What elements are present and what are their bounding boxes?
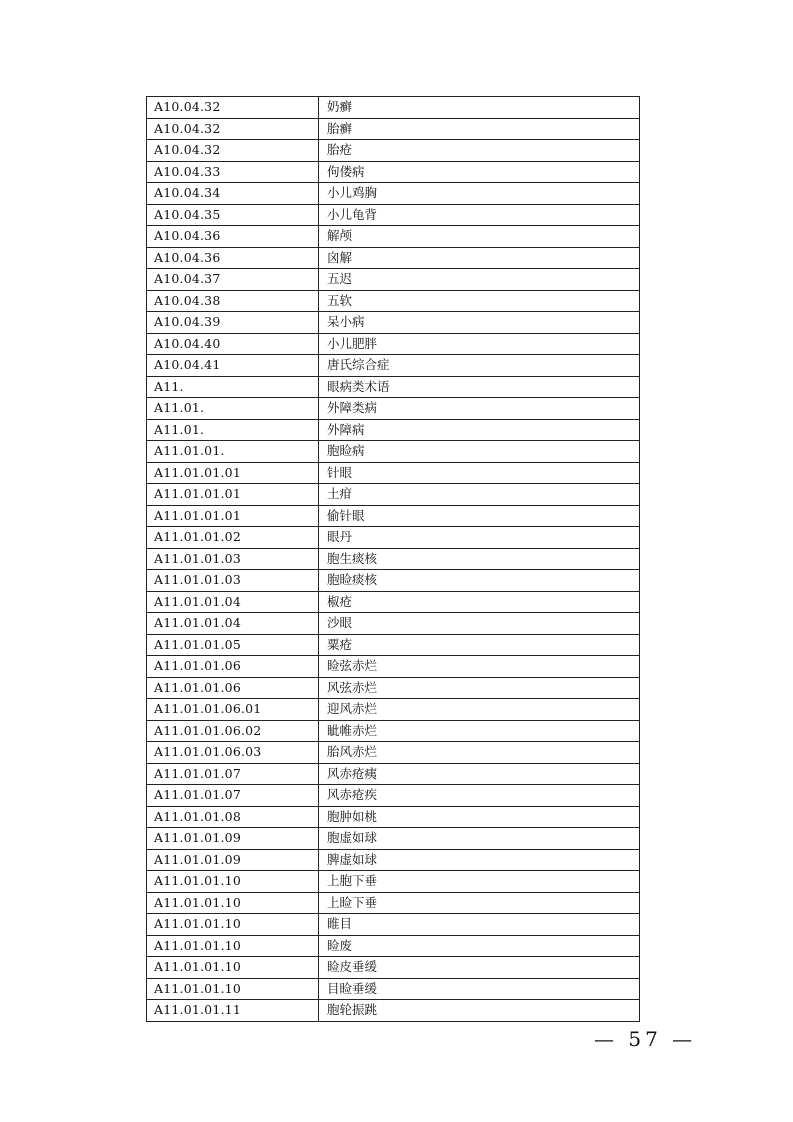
- table-row: [147, 849, 640, 871]
- term-cell: 胞虚如球: [319, 828, 640, 850]
- page-number: — 57 —: [594, 1027, 697, 1051]
- table-row: [147, 247, 640, 269]
- term-cell: 睑废: [319, 935, 640, 957]
- term-cell: 椒疮: [319, 591, 640, 613]
- table-row: [147, 634, 640, 656]
- code-cell: A11.01.01.01: [147, 462, 319, 484]
- term-cell: 眼病类术语: [319, 376, 640, 398]
- code-cell: A11.01.01.03: [147, 548, 319, 570]
- term-cell: 偷针眼: [319, 505, 640, 527]
- term-cell: 胞生痰核: [319, 548, 640, 570]
- table-row: [147, 376, 640, 398]
- code-cell: A11.01.01.: [147, 441, 319, 463]
- code-cell: A11.: [147, 376, 319, 398]
- term-cell: 风赤疮痍: [319, 763, 640, 785]
- term-cell: 五迟: [319, 269, 640, 291]
- code-cell: A11.01.01.09: [147, 828, 319, 850]
- term-cell: 胞肿如桃: [319, 806, 640, 828]
- table-row: [147, 892, 640, 914]
- term-cell: 睑弦赤烂: [319, 656, 640, 678]
- table-row: [147, 183, 640, 205]
- term-cell: 风赤疮疾: [319, 785, 640, 807]
- code-cell: A10.04.32: [147, 140, 319, 162]
- table-row: [147, 677, 640, 699]
- code-cell: A11.01.01.06.01: [147, 699, 319, 721]
- code-cell: A10.04.37: [147, 269, 319, 291]
- code-cell: A11.01.01.01: [147, 505, 319, 527]
- code-cell: A11.01.01.07: [147, 763, 319, 785]
- code-cell: A11.01.01.06: [147, 677, 319, 699]
- term-cell: 沙眼: [319, 613, 640, 635]
- table-row: [147, 462, 640, 484]
- code-cell: A11.01.01.10: [147, 957, 319, 979]
- table-row: [147, 355, 640, 377]
- term-cell: 眼丹: [319, 527, 640, 549]
- term-cell: 胞睑痰核: [319, 570, 640, 592]
- code-cell: A10.04.35: [147, 204, 319, 226]
- code-cell: A11.01.01.08: [147, 806, 319, 828]
- term-cell: 脾虚如球: [319, 849, 640, 871]
- code-cell: A10.04.40: [147, 333, 319, 355]
- code-cell: A11.01.01.10: [147, 914, 319, 936]
- table-row: [147, 720, 640, 742]
- term-cell: 胞轮振跳: [319, 1000, 640, 1022]
- term-cell: 小儿鸡胸: [319, 183, 640, 205]
- code-cell: A11.01.01.03: [147, 570, 319, 592]
- table-row: [147, 871, 640, 893]
- term-cell: 小儿肥胖: [319, 333, 640, 355]
- term-cell: 外障病: [319, 419, 640, 441]
- term-cell: 五软: [319, 290, 640, 312]
- table-row: [147, 333, 640, 355]
- term-cell: 小儿龟背: [319, 204, 640, 226]
- table-row: [147, 161, 640, 183]
- term-cell: 迎风赤烂: [319, 699, 640, 721]
- code-cell: A11.01.01.10: [147, 935, 319, 957]
- code-cell: A11.01.01.06.02: [147, 720, 319, 742]
- term-cell: 呆小病: [319, 312, 640, 334]
- term-cell: 目睑垂缓: [319, 978, 640, 1000]
- term-cell: 粟疮: [319, 634, 640, 656]
- table-row: [147, 441, 640, 463]
- table-row: [147, 140, 640, 162]
- code-cell: A11.01.: [147, 419, 319, 441]
- term-cell: 针眼: [319, 462, 640, 484]
- table-row: [147, 398, 640, 420]
- table-row: [147, 269, 640, 291]
- code-cell: A11.01.01.09: [147, 849, 319, 871]
- table-row: [147, 699, 640, 721]
- table-row: [147, 806, 640, 828]
- code-cell: A11.01.01.06.03: [147, 742, 319, 764]
- code-cell: A10.04.36: [147, 226, 319, 248]
- table-row: [147, 763, 640, 785]
- code-cell: A11.01.01.06: [147, 656, 319, 678]
- code-cell: A10.04.38: [147, 290, 319, 312]
- table-row: [147, 785, 640, 807]
- term-cell: 睢目: [319, 914, 640, 936]
- table-row: [147, 312, 640, 334]
- table-row: [147, 527, 640, 549]
- term-cell: 唐氏综合症: [319, 355, 640, 377]
- code-cell: A11.01.01.04: [147, 613, 319, 635]
- table-row: [147, 505, 640, 527]
- table-row: [147, 548, 640, 570]
- code-cell: A11.01.01.10: [147, 978, 319, 1000]
- table-row: [147, 226, 640, 248]
- code-cell: A11.01.: [147, 398, 319, 420]
- table-row: [147, 1000, 640, 1022]
- term-cell: 土疳: [319, 484, 640, 506]
- term-cell: 奶癣: [319, 97, 640, 119]
- term-cell: 佝偻病: [319, 161, 640, 183]
- code-cell: A10.04.32: [147, 118, 319, 140]
- code-cell: A11.01.01.11: [147, 1000, 319, 1022]
- code-cell: A11.01.01.05: [147, 634, 319, 656]
- term-cell: 胎疮: [319, 140, 640, 162]
- table-row: [147, 97, 640, 119]
- table-row: [147, 957, 640, 979]
- code-cell: A10.04.32: [147, 97, 319, 119]
- table-row: [147, 118, 640, 140]
- term-cell: 解颅: [319, 226, 640, 248]
- term-cell: 胞睑病: [319, 441, 640, 463]
- code-cell: A11.01.01.10: [147, 871, 319, 893]
- table-row: [147, 204, 640, 226]
- table-row: [147, 613, 640, 635]
- term-table: [146, 96, 640, 1022]
- table-row: [147, 656, 640, 678]
- code-cell: A11.01.01.01: [147, 484, 319, 506]
- code-cell: A11.01.01.07: [147, 785, 319, 807]
- term-table-body: [147, 97, 640, 1022]
- term-cell: 上胞下垂: [319, 871, 640, 893]
- term-cell: 风弦赤烂: [319, 677, 640, 699]
- term-cell: 胎癣: [319, 118, 640, 140]
- table-row: [147, 570, 640, 592]
- term-cell: 囟解: [319, 247, 640, 269]
- code-cell: A10.04.39: [147, 312, 319, 334]
- table-row: [147, 290, 640, 312]
- code-cell: A11.01.01.10: [147, 892, 319, 914]
- term-cell: 外障类病: [319, 398, 640, 420]
- table-row: [147, 419, 640, 441]
- table-row: [147, 591, 640, 613]
- code-cell: A10.04.34: [147, 183, 319, 205]
- term-cell: 胎风赤烂: [319, 742, 640, 764]
- term-cell: 上睑下垂: [319, 892, 640, 914]
- table-row: [147, 742, 640, 764]
- code-cell: A10.04.33: [147, 161, 319, 183]
- table-row: [147, 828, 640, 850]
- code-cell: A11.01.01.02: [147, 527, 319, 549]
- table-row: [147, 914, 640, 936]
- code-cell: A10.04.41: [147, 355, 319, 377]
- code-cell: A10.04.36: [147, 247, 319, 269]
- term-cell: 眦帷赤烂: [319, 720, 640, 742]
- table-row: [147, 484, 640, 506]
- table-row: [147, 935, 640, 957]
- table-row: [147, 978, 640, 1000]
- code-cell: A11.01.01.04: [147, 591, 319, 613]
- term-cell: 睑皮垂缓: [319, 957, 640, 979]
